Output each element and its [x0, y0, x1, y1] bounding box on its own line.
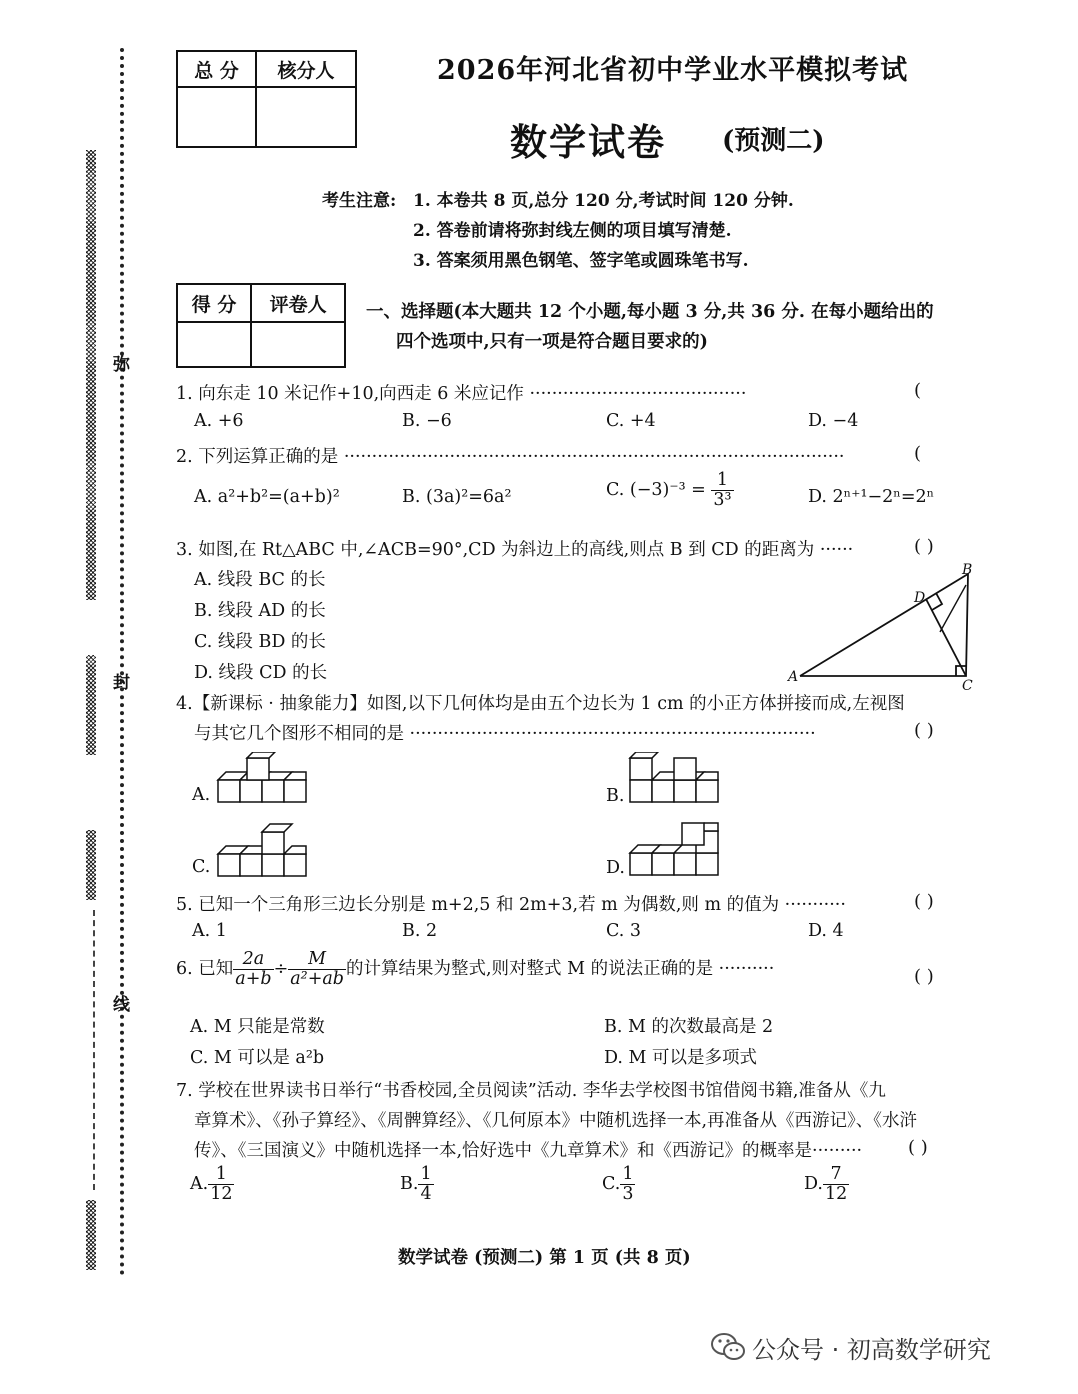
q5-answer-paren[interactable]: ( ): [914, 891, 934, 912]
q5-option-d[interactable]: D. 4: [808, 921, 844, 941]
notice-item-2: 2. 答卷前请将弥封线左侧的项目填写清楚.: [413, 221, 732, 241]
q6-option-b[interactable]: B. M 的次数最高是 2: [604, 1017, 774, 1037]
q4-answer-paren[interactable]: ( ): [914, 720, 934, 741]
q4-option-c[interactable]: C.: [192, 857, 211, 877]
notice-label: 考生注意:: [322, 191, 397, 211]
q7-d-label: D.: [804, 1174, 823, 1194]
q1-option-c[interactable]: C. +4: [606, 411, 656, 431]
grader-cell[interactable]: [251, 322, 345, 367]
total-score-cell[interactable]: [177, 87, 256, 147]
q5-option-a[interactable]: A. 1: [192, 921, 227, 941]
q7-option-a[interactable]: [190, 1166, 234, 1203]
q6-suffix: 的计算结果为整式,则对整式 M 的说法正确的是 ··········: [346, 959, 775, 979]
q3-triangle-figure: [780, 560, 980, 690]
q2-option-c-fraction: [711, 472, 733, 509]
score-cell[interactable]: [177, 322, 251, 367]
q7-stem-3: 传》、《三国演义》中随机选择一本,恰好选中《九章算术》和《西游记》的概率是·········: [194, 1141, 863, 1161]
grader-header: 评卷人: [251, 284, 345, 322]
label-c: C: [962, 678, 973, 690]
seal-char-1: 弥: [113, 355, 130, 375]
q7-option-b[interactable]: [400, 1166, 434, 1203]
q6-prefix: 6. 已知: [176, 959, 234, 979]
q7-c-label: C.: [602, 1174, 621, 1194]
subject-title: 数学试卷: [510, 120, 666, 164]
q2-c-den: 3³: [713, 489, 732, 510]
q4-option-d[interactable]: D.: [606, 858, 625, 878]
page-footer: 数学试卷 (预测二) 第 1 页 (共 8 页): [398, 1248, 691, 1268]
q3-stem: 3. 如图,在 Rt△ABC 中,∠ACB=90°,CD 为斜边上的高线,则点 B 到 CD 的距离为 ······: [176, 540, 854, 560]
total-score-box: [176, 50, 357, 148]
q6-fraction-2: [288, 951, 346, 988]
q5-option-c[interactable]: C. 3: [606, 921, 642, 941]
q7-d-num: 7: [823, 1166, 849, 1185]
seal-char-3: 线: [113, 995, 130, 1015]
q1-option-b[interactable]: B. −6: [402, 411, 452, 431]
seal-dotted-line: [120, 48, 124, 1276]
q7-a-label: A.: [190, 1174, 209, 1194]
q5-option-b[interactable]: B. 2: [402, 921, 438, 941]
binding-hatch-bottom: [86, 1200, 96, 1270]
q4-stem-2: 与其它几个图形不相同的是 ·········································································: [194, 724, 816, 744]
grader-box: [176, 283, 346, 368]
wechat-icon: [710, 1332, 746, 1362]
q7-stem-2: 章算术》、《孙子算经》、《周髀算经》、《几何原本》中随机选择一本,再准备从《西游记》、《水浒: [194, 1111, 918, 1131]
q3-option-a[interactable]: A. 线段 BC 的长: [194, 570, 326, 590]
binding-hatch-lower: [86, 830, 96, 900]
label-a: A: [788, 669, 799, 685]
q7-option-d[interactable]: [804, 1166, 849, 1203]
q3-option-c[interactable]: C. 线段 BD 的长: [194, 632, 326, 652]
label-b: B: [962, 562, 973, 578]
q7-c-fraction: [620, 1166, 635, 1203]
q4-figure-c: [212, 822, 312, 880]
q6-option-c[interactable]: C. M 可以是 a²b: [190, 1048, 325, 1068]
q2-c-num: 1: [711, 472, 733, 491]
q1-option-a[interactable]: A. +6: [194, 411, 244, 431]
q2-option-d[interactable]: D. 2ⁿ⁺¹−2ⁿ=2ⁿ: [808, 487, 935, 507]
q4-figure-a: [212, 752, 312, 807]
q7-a-num: 1: [208, 1166, 234, 1185]
q7-c-num: 1: [622, 1164, 634, 1184]
q1-answer-paren[interactable]: (: [914, 380, 922, 401]
q7-stem-1: 7. 学校在世界读书日举行“书香校园,全员阅读”活动. 李华去学校图书馆借阅书籍,准备从《九: [176, 1081, 886, 1101]
q6-den2: a²+ab: [290, 968, 344, 989]
q6-divide: ÷: [273, 959, 289, 979]
q2-option-b[interactable]: B. (3a)²=6a²: [402, 487, 512, 507]
triangle-abc: [800, 574, 968, 676]
q1-option-d[interactable]: D. −4: [808, 411, 859, 431]
q7-a-fraction: [208, 1166, 234, 1203]
notice-item-1: 1. 本卷共 8 页,总分 120 分,考试时间 120 分钟.: [413, 191, 794, 211]
q7-c-den: 3: [622, 1183, 634, 1204]
q4-stem-1: 4.【新课标 · 抽象能力】如图,以下几何体均是由五个边长为 1 cm 的小正方体拼接而成,左视图: [176, 694, 905, 714]
edition-label: (预测二): [722, 126, 825, 156]
q6-num2: M: [288, 951, 346, 970]
section1-heading: 一、选择题(本大题共 12 个小题,每小题 3 分,共 36 分. 在每小题给出的: [366, 302, 934, 322]
q2-option-c[interactable]: [606, 472, 734, 509]
q2-stem: 2. 下列运算正确的是 ··························································································: [176, 447, 845, 467]
q6-fraction-1: [233, 951, 273, 988]
q3-option-d[interactable]: D. 线段 CD 的长: [194, 663, 328, 683]
q4-option-b[interactable]: B.: [606, 786, 625, 806]
q7-d-fraction: [823, 1166, 849, 1203]
watermark-text: 公众号 · 初高数学研究: [752, 1336, 991, 1364]
q3-option-b[interactable]: B. 线段 AD 的长: [194, 601, 326, 621]
q4-figure-b: [624, 752, 724, 807]
q5-stem: 5. 已知一个三角形三边长分别是 m+2,5 和 2m+3,若 m 为偶数,则 m 的值为 ···········: [176, 895, 846, 915]
exam-title: 2026年河北省初中学业水平模拟考试: [437, 55, 909, 86]
q7-answer-paren[interactable]: ( ): [908, 1137, 928, 1158]
q7-b-label: B.: [400, 1174, 419, 1194]
section1-heading-2: 四个选项中,只有一项是符合题目要求的): [396, 332, 708, 352]
notice-item-3: 3. 答案须用黑色钢笔、签字笔或圆珠笔书写.: [413, 251, 749, 271]
q2-option-c-label: C. (−3)⁻³ =: [606, 480, 706, 500]
binding-dash: [93, 910, 97, 1190]
q4-option-a[interactable]: A.: [192, 785, 211, 805]
q7-option-c[interactable]: [602, 1166, 635, 1203]
q7-b-fraction: [418, 1166, 433, 1203]
binding-hatch-top: [86, 150, 96, 600]
distance-line: [940, 585, 966, 632]
q7-d-den: 12: [824, 1183, 848, 1204]
score-header: 得 分: [177, 284, 251, 322]
q6-option-a[interactable]: A. M 只能是常数: [190, 1017, 325, 1037]
q7-b-den: 4: [420, 1183, 432, 1204]
q3-answer-paren[interactable]: ( ): [914, 536, 934, 557]
q6-option-d[interactable]: D. M 可以是多项式: [604, 1048, 758, 1068]
q4-figure-d: [624, 815, 724, 880]
q2-option-a[interactable]: A. a²+b²=(a+b)²: [194, 487, 340, 507]
label-d: D: [914, 590, 926, 606]
q7-a-den: 12: [210, 1183, 233, 1204]
q7-b-num: 1: [420, 1164, 432, 1184]
altitude-cd: [926, 599, 966, 676]
q6-den1: a+b: [235, 968, 272, 989]
q6-num1: 2a: [233, 951, 273, 970]
total-score-header: 总 分: [177, 51, 256, 87]
q6-stem: [176, 951, 774, 988]
q2-answer-paren[interactable]: (: [914, 443, 922, 464]
seal-char-2: 封: [113, 673, 130, 693]
binding-hatch-mid: [86, 655, 96, 755]
q6-answer-paren[interactable]: ( ): [914, 966, 934, 987]
checker-cell[interactable]: [256, 87, 356, 147]
q1-stem: 1. 向东走 10 米记作+10,向西走 6 米应记作 ·······································: [176, 384, 747, 404]
checker-header: 核分人: [256, 51, 356, 87]
